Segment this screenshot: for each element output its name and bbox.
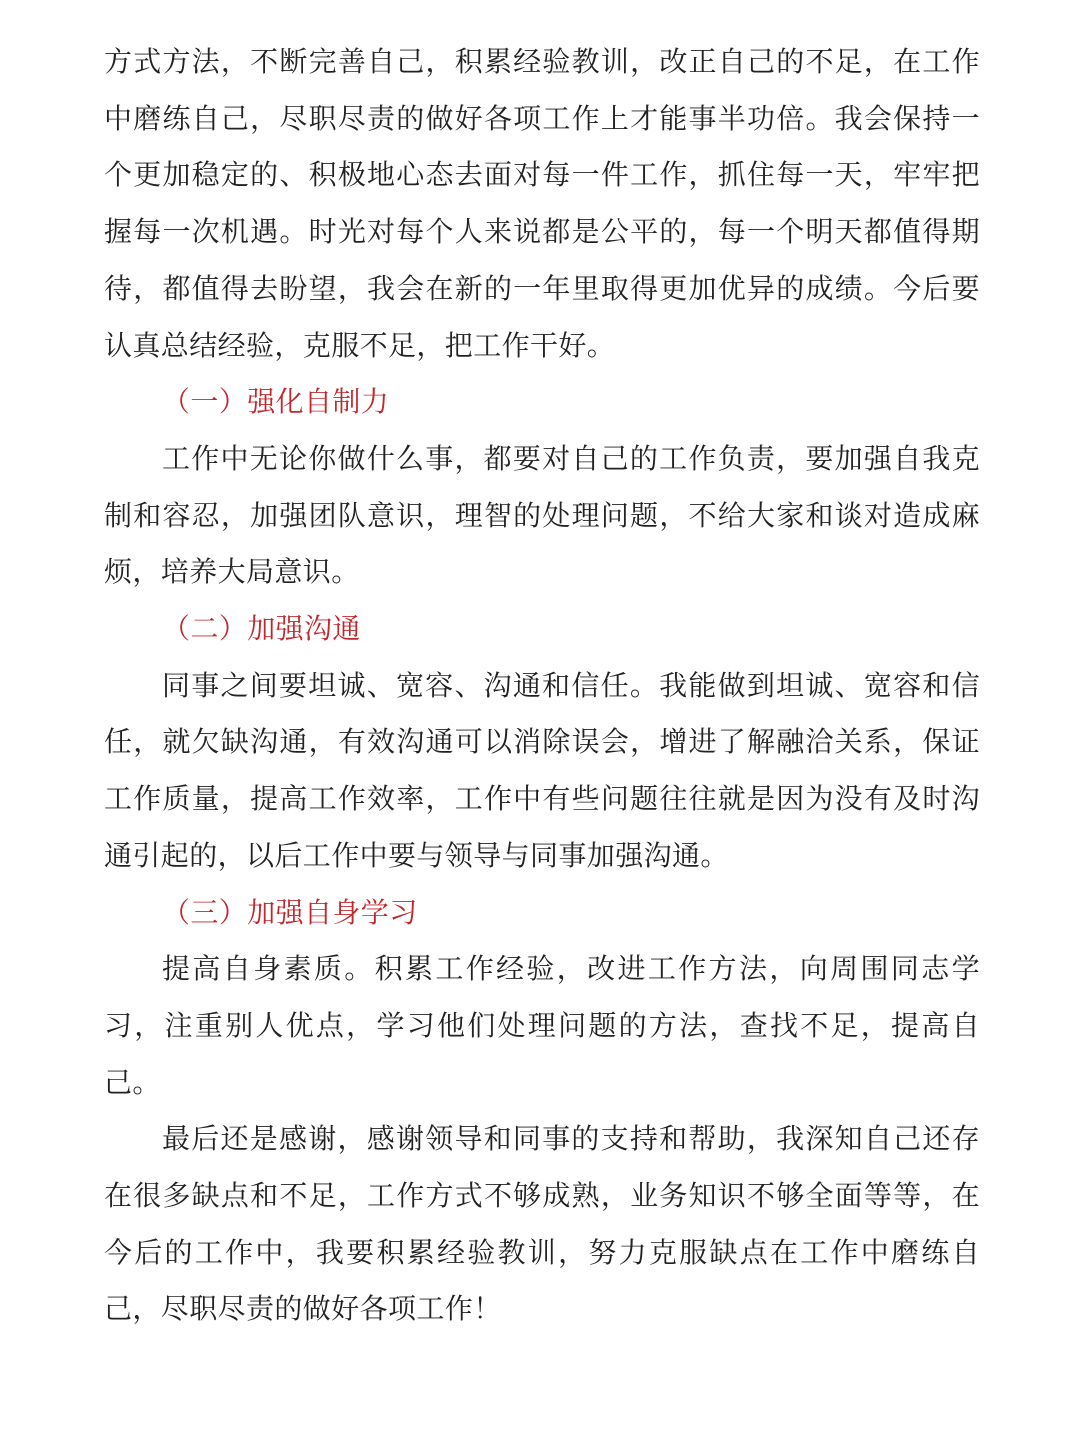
section-heading: （一）强化自制力 <box>162 385 390 419</box>
body-paragraph: 同事之间要坦诚、宽容、沟通和信任。我能做到坦诚、宽容和信任，就欠缺沟通，有效沟通可以消除误会，增进了解融洽关系，保证工作质量，提高工作效率，工作中有些问题往往就是因为没有及时沟通引起的，以后工作中要与领导与同事加强沟通。 <box>104 668 980 872</box>
section-heading: （二）加强沟通 <box>162 612 361 646</box>
body-paragraph: 最后还是感谢，感谢领导和同事的支持和帮助，我深知自己还存在很多缺点和不足，工作方式不够成熟，业务知识不够全面等等，在今后的工作中，我要积累经验教训，努力克服缺点在工作中磨练自己，尽职尽责的做好各项工作！ <box>104 1122 980 1326</box>
body-paragraph: 工作中无论你做什么事，都要对自己的工作负责，要加强自我克制和容忍，加强团队意识，理智的处理问题，不给大家和谈对造成麻烦，培养大局意识。 <box>104 441 980 589</box>
body-paragraph: 提高自身素质。积累工作经验，改进工作方法，向周围同志学习，注重别人优点，学习他们处理问题的方法，查找不足，提高自己。 <box>104 952 980 1099</box>
body-paragraph: 方式方法，不断完善自己，积累经验教训，改正自己的不足，在工作中磨练自己，尽职尽责的做好各项工作上才能事半功倍。我会保持一个更加稳定的、积极地心态去面对每一件工作，抓住每一天，牢牢把握每一次机遇。时光对每个人来说都是公平的，每一个明天都值得期待，都值得去盼望，我会在新的一年里取得更加优异的成绩。今后要认真总结经验，克服不足，把工作干好。 <box>104 45 980 362</box>
section-heading: （三）加强自身学习 <box>162 895 418 929</box>
